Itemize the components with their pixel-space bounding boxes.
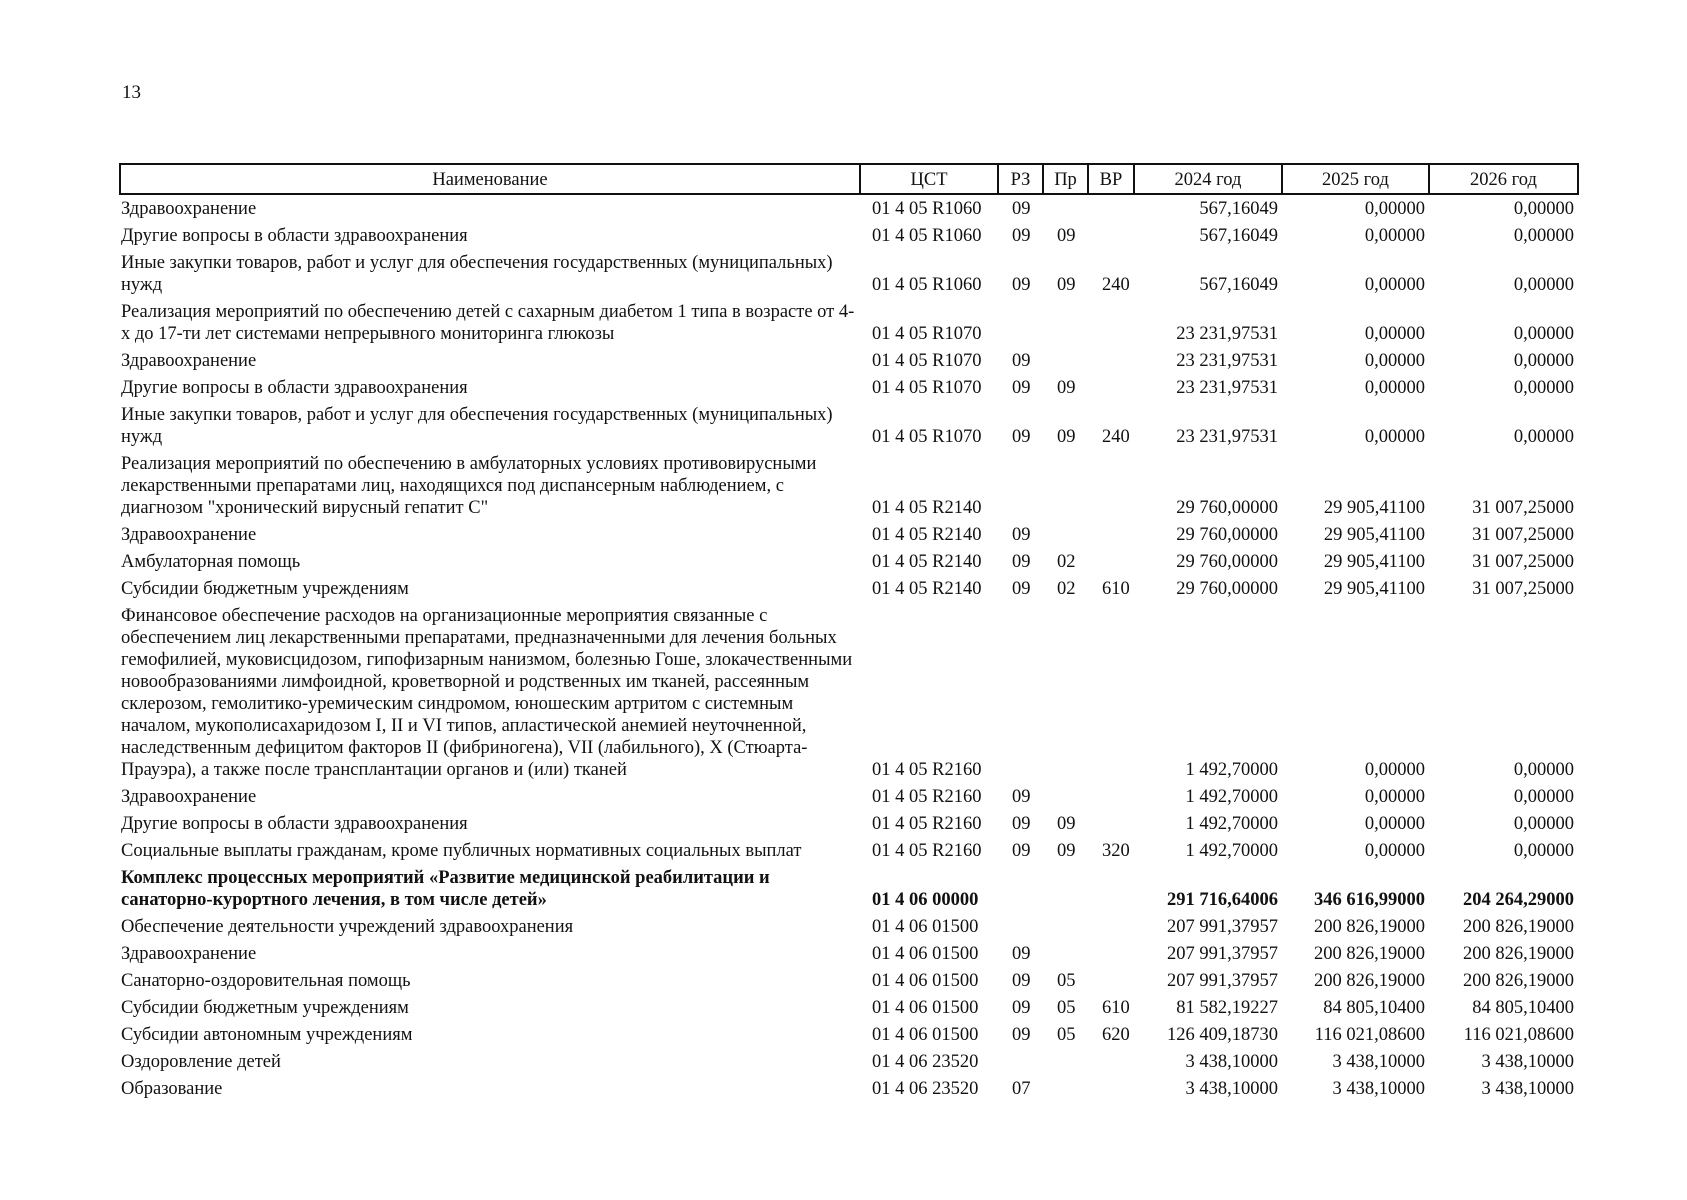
table-row (120, 994, 1578, 1021)
cell-2025: 0,00000 (1364, 841, 1425, 861)
cell-2026: 200 826,19000 (1463, 917, 1574, 937)
cell-name: Санаторно-оздоровительная помощь (121, 971, 411, 991)
cell-rz (998, 1048, 1043, 1075)
table-row (120, 222, 1578, 249)
table-row (120, 521, 1578, 548)
cell-cst: 01 4 06 23520 (872, 1079, 979, 1099)
cell-2026: 31 007,25000 (1472, 525, 1574, 545)
table-row (120, 864, 1578, 913)
cell-cst: 01 4 06 23520 (872, 1052, 979, 1072)
cell-rz: 07 (1012, 1079, 1031, 1099)
cell-pr (1043, 450, 1088, 521)
cell-2024: 291 716,64006 (1167, 890, 1278, 910)
cell-cst: 01 4 06 01500 (872, 998, 979, 1018)
cell-pr (1043, 913, 1088, 940)
cell-vr (1088, 810, 1134, 837)
cell-2025: 29 905,41100 (1323, 498, 1425, 518)
cell-2024: 29 760,00000 (1176, 525, 1278, 545)
cell-cst: 01 4 05 R1060 (872, 199, 982, 219)
cell-2026: 0,00000 (1513, 427, 1574, 447)
table-row (120, 374, 1578, 401)
cell-2026: 0,00000 (1513, 787, 1574, 807)
cell-pr (1043, 347, 1088, 374)
cell-cst: 01 4 05 R2160 (872, 760, 982, 780)
cell-pr: 09 (1057, 378, 1076, 398)
cell-vr (1088, 548, 1134, 575)
cell-2025: 0,00000 (1364, 787, 1425, 807)
cell-2025: 200 826,19000 (1314, 917, 1425, 937)
cell-2026: 0,00000 (1513, 199, 1574, 219)
cell-2026: 0,00000 (1513, 275, 1574, 295)
cell-2025: 0,00000 (1364, 199, 1425, 219)
cell-2025: 346 616,99000 (1314, 890, 1425, 910)
table-row (120, 940, 1578, 967)
cell-vr: 620 (1102, 1025, 1130, 1045)
cell-rz (998, 450, 1043, 521)
cell-cst: 01 4 05 R2140 (872, 498, 982, 518)
header-2026: 2026 год (1429, 164, 1578, 194)
cell-2026: 0,00000 (1513, 226, 1574, 246)
cell-cst: 01 4 06 01500 (872, 1025, 979, 1045)
cell-name: Здравоохранение (121, 199, 257, 219)
cell-2025: 0,00000 (1364, 275, 1425, 295)
cell-cst: 01 4 05 R2140 (872, 525, 982, 545)
cell-rz: 09 (1012, 814, 1031, 834)
cell-2024: 207 991,37957 (1167, 971, 1278, 991)
cell-rz: 09 (1012, 199, 1031, 219)
table-row (120, 602, 1578, 783)
cell-pr (1043, 940, 1088, 967)
cell-name: Другие вопросы в области здравоохранения (121, 378, 468, 398)
cell-2025: 0,00000 (1364, 814, 1425, 834)
budget-table (119, 163, 1579, 1102)
cell-vr: 320 (1102, 841, 1130, 861)
cell-2024: 126 409,18730 (1167, 1025, 1278, 1045)
cell-name: Амбулаторная помощь (121, 552, 301, 572)
cell-2025: 200 826,19000 (1314, 944, 1425, 964)
cell-pr: 05 (1057, 971, 1076, 991)
cell-pr: 09 (1057, 427, 1076, 447)
cell-2025: 0,00000 (1364, 427, 1425, 447)
cell-2025: 116 021,08600 (1314, 1025, 1425, 1045)
cell-2026: 0,00000 (1513, 760, 1574, 780)
cell-cst: 01 4 05 R2160 (872, 841, 982, 861)
cell-cst: 01 4 05 R2140 (872, 552, 982, 572)
cell-2024: 23 231,97531 (1176, 378, 1278, 398)
cell-2026: 0,00000 (1513, 814, 1574, 834)
cell-2025: 29 905,41100 (1323, 579, 1425, 599)
cell-pr (1043, 521, 1088, 548)
cell-2026: 204 264,29000 (1463, 890, 1574, 910)
cell-vr (1088, 298, 1134, 347)
cell-pr: 02 (1057, 552, 1076, 572)
header-2025: 2025 год (1282, 164, 1429, 194)
cell-cst: 01 4 05 R1070 (872, 427, 982, 447)
cell-rz: 09 (1012, 525, 1031, 545)
table-body (120, 194, 1578, 1102)
cell-rz: 09 (1012, 226, 1031, 246)
cell-name: Финансовое обеспечение расходов на организационные мероприятия связанные с обеспечением лиц лекарственными препаратами, предназначенными для лечения больных гемофилией, муковисцидозом, гипофизарным нанизмом, болезнью Гоше, злокачественными новообразованиями лимфоидной, кроветворной и родственных им тканей, рассеянным склерозом, гемолитико-уремическим синдромом, юношеским артритом с системным началом, мукополисахаридозом I, II и VI типов, апластической анемией неуточненной, наследственным дефицитом факторов II (фибриногена), VII (лабильного), X (Стюарта-Прауэра), а также после трансплантации органов и (или) тканей (121, 606, 853, 780)
cell-2026: 200 826,19000 (1463, 971, 1574, 991)
cell-name: Комплекс процессных мероприятий «Развитие медицинской реабилитации и санаторно-курортного лечения, в том числе детей» (121, 868, 770, 910)
cell-2026: 31 007,25000 (1472, 579, 1574, 599)
cell-rz: 09 (1012, 275, 1031, 295)
cell-name: Иные закупки товаров, работ и услуг для обеспечения государственных (муниципальных) нужд (121, 405, 833, 447)
cell-2024: 3 438,10000 (1185, 1052, 1278, 1072)
header-pr: Пр (1043, 164, 1088, 194)
cell-pr: 05 (1057, 998, 1076, 1018)
cell-2024: 567,16049 (1199, 199, 1278, 219)
cell-vr (1088, 913, 1134, 940)
cell-2026: 0,00000 (1513, 351, 1574, 371)
cell-vr (1088, 521, 1134, 548)
cell-pr: 09 (1057, 814, 1076, 834)
cell-pr (1043, 298, 1088, 347)
table-row (120, 810, 1578, 837)
cell-2024: 23 231,97531 (1176, 427, 1278, 447)
cell-pr (1043, 194, 1088, 222)
cell-2025: 3 438,10000 (1332, 1079, 1425, 1099)
cell-cst: 01 4 05 R2160 (872, 814, 982, 834)
cell-pr: 02 (1057, 579, 1076, 599)
cell-2026: 0,00000 (1513, 324, 1574, 344)
cell-2025: 200 826,19000 (1314, 971, 1425, 991)
cell-name: Здравоохранение (121, 944, 257, 964)
cell-2025: 0,00000 (1364, 760, 1425, 780)
cell-2025: 84 805,10400 (1323, 998, 1425, 1018)
cell-cst: 01 4 05 R1070 (872, 351, 982, 371)
header-cst: ЦСТ (860, 164, 998, 194)
cell-2025: 0,00000 (1364, 351, 1425, 371)
table-row (120, 837, 1578, 864)
cell-2024: 567,16049 (1199, 275, 1278, 295)
cell-rz: 09 (1012, 378, 1031, 398)
cell-2026: 3 438,10000 (1481, 1052, 1574, 1072)
cell-2026: 31 007,25000 (1472, 552, 1574, 572)
cell-2025: 0,00000 (1364, 378, 1425, 398)
cell-rz: 09 (1012, 971, 1031, 991)
cell-2024: 1 492,70000 (1185, 841, 1278, 861)
cell-rz: 09 (1012, 579, 1031, 599)
cell-2026: 116 021,08600 (1463, 1025, 1574, 1045)
cell-name: Субсидии бюджетным учреждениям (121, 998, 409, 1018)
cell-rz (998, 298, 1043, 347)
cell-name: Реализация мероприятий по обеспечению в амбулаторных условиях противовирусными лекарственными препаратами лиц, находящихся под диспансерным наблюдением, с диагнозом "хронический вирусный гепатит С" (121, 454, 817, 518)
cell-pr (1043, 783, 1088, 810)
cell-2026: 0,00000 (1513, 378, 1574, 398)
cell-pr: 09 (1057, 226, 1076, 246)
cell-2024: 23 231,97531 (1176, 351, 1278, 371)
cell-rz: 09 (1012, 944, 1031, 964)
cell-cst: 01 4 06 01500 (872, 917, 979, 937)
table-row (120, 1021, 1578, 1048)
cell-2024: 3 438,10000 (1185, 1079, 1278, 1099)
cell-pr (1043, 602, 1088, 783)
cell-vr (1088, 1075, 1134, 1102)
cell-name: Образование (121, 1079, 223, 1099)
cell-name: Субсидии бюджетным учреждениям (121, 579, 409, 599)
cell-vr (1088, 1048, 1134, 1075)
cell-2024: 29 760,00000 (1176, 498, 1278, 518)
cell-vr (1088, 194, 1134, 222)
cell-vr: 240 (1102, 275, 1130, 295)
table-row (120, 783, 1578, 810)
cell-pr: 05 (1057, 1025, 1076, 1045)
cell-2024: 1 492,70000 (1185, 760, 1278, 780)
cell-name: Социальные выплаты гражданам, кроме публичных нормативных социальных выплат (121, 841, 802, 861)
cell-name: Обеспечение деятельности учреждений здравоохранения (121, 917, 574, 937)
cell-cst: 01 4 05 R1070 (872, 324, 982, 344)
cell-2024: 1 492,70000 (1185, 787, 1278, 807)
cell-2025: 29 905,41100 (1323, 525, 1425, 545)
cell-cst: 01 4 05 R1060 (872, 275, 982, 295)
cell-pr (1043, 864, 1088, 913)
cell-pr (1043, 1048, 1088, 1075)
cell-name: Здравоохранение (121, 351, 257, 371)
cell-vr (1088, 940, 1134, 967)
cell-2025: 0,00000 (1364, 324, 1425, 344)
cell-cst: 01 4 05 R2160 (872, 787, 982, 807)
cell-2024: 29 760,00000 (1176, 552, 1278, 572)
cell-2026: 3 438,10000 (1481, 1079, 1574, 1099)
header-name: Наименование (120, 164, 860, 194)
table-row (120, 548, 1578, 575)
cell-2026: 31 007,25000 (1472, 498, 1574, 518)
cell-cst: 01 4 06 01500 (872, 944, 979, 964)
cell-rz: 09 (1012, 998, 1031, 1018)
table-row (120, 1075, 1578, 1102)
cell-vr (1088, 222, 1134, 249)
cell-cst: 01 4 06 01500 (872, 971, 979, 991)
cell-name: Здравоохранение (121, 525, 257, 545)
cell-vr (1088, 967, 1134, 994)
cell-rz (998, 602, 1043, 783)
page-number: 13 (122, 82, 141, 103)
table-row (120, 401, 1578, 450)
cell-vr (1088, 783, 1134, 810)
cell-2026: 84 805,10400 (1472, 998, 1574, 1018)
cell-2026: 200 826,19000 (1463, 944, 1574, 964)
table-row (120, 298, 1578, 347)
cell-name: Субсидии автономным учреждениям (121, 1025, 413, 1045)
cell-vr (1088, 347, 1134, 374)
cell-rz (998, 913, 1043, 940)
cell-name: Другие вопросы в области здравоохранения (121, 226, 468, 246)
cell-vr (1088, 450, 1134, 521)
cell-pr: 09 (1057, 841, 1076, 861)
table-row (120, 194, 1578, 222)
cell-vr: 610 (1102, 579, 1130, 599)
cell-2024: 207 991,37957 (1167, 917, 1278, 937)
cell-2026: 0,00000 (1513, 841, 1574, 861)
cell-cst: 01 4 05 R2140 (872, 579, 982, 599)
cell-name: Оздоровление детей (121, 1052, 281, 1072)
cell-2024: 1 492,70000 (1185, 814, 1278, 834)
cell-name: Реализация мероприятий по обеспечению детей с сахарным диабетом 1 типа в возрасте от 4-х до 17-ти лет системами непрерывного мониторинга глюкозы (121, 302, 855, 344)
table-row (120, 347, 1578, 374)
cell-2024: 567,16049 (1199, 226, 1278, 246)
header-vr: ВР (1088, 164, 1134, 194)
table-row (120, 1048, 1578, 1075)
cell-vr (1088, 374, 1134, 401)
cell-rz: 09 (1012, 1025, 1031, 1045)
cell-2024: 81 582,19227 (1176, 998, 1278, 1018)
cell-2024: 29 760,00000 (1176, 579, 1278, 599)
cell-name: Иные закупки товаров, работ и услуг для обеспечения государственных (муниципальных) нужд (121, 253, 833, 295)
cell-name: Здравоохранение (121, 787, 257, 807)
table-row (120, 249, 1578, 298)
table-row (120, 575, 1578, 602)
cell-pr (1043, 1075, 1088, 1102)
cell-rz: 09 (1012, 787, 1031, 807)
cell-vr (1088, 864, 1134, 913)
cell-cst: 01 4 06 00000 (872, 890, 979, 910)
header-rz: РЗ (998, 164, 1043, 194)
table-row (120, 913, 1578, 940)
table-row (120, 967, 1578, 994)
cell-2025: 0,00000 (1364, 226, 1425, 246)
cell-vr (1088, 602, 1134, 783)
cell-rz: 09 (1012, 841, 1031, 861)
cell-cst: 01 4 05 R1070 (872, 378, 982, 398)
cell-rz: 09 (1012, 351, 1031, 371)
cell-vr: 240 (1102, 427, 1130, 447)
table-row (120, 450, 1578, 521)
cell-pr: 09 (1057, 275, 1076, 295)
cell-2025: 3 438,10000 (1332, 1052, 1425, 1072)
cell-2024: 207 991,37957 (1167, 944, 1278, 964)
cell-name: Другие вопросы в области здравоохранения (121, 814, 468, 834)
cell-2024: 23 231,97531 (1176, 324, 1278, 344)
cell-rz: 09 (1012, 552, 1031, 572)
cell-rz: 09 (1012, 427, 1031, 447)
header-2024: 2024 год (1134, 164, 1282, 194)
cell-cst: 01 4 05 R1060 (872, 226, 982, 246)
cell-rz (998, 864, 1043, 913)
cell-vr: 610 (1102, 998, 1130, 1018)
table-header (120, 164, 1578, 194)
cell-2025: 29 905,41100 (1323, 552, 1425, 572)
